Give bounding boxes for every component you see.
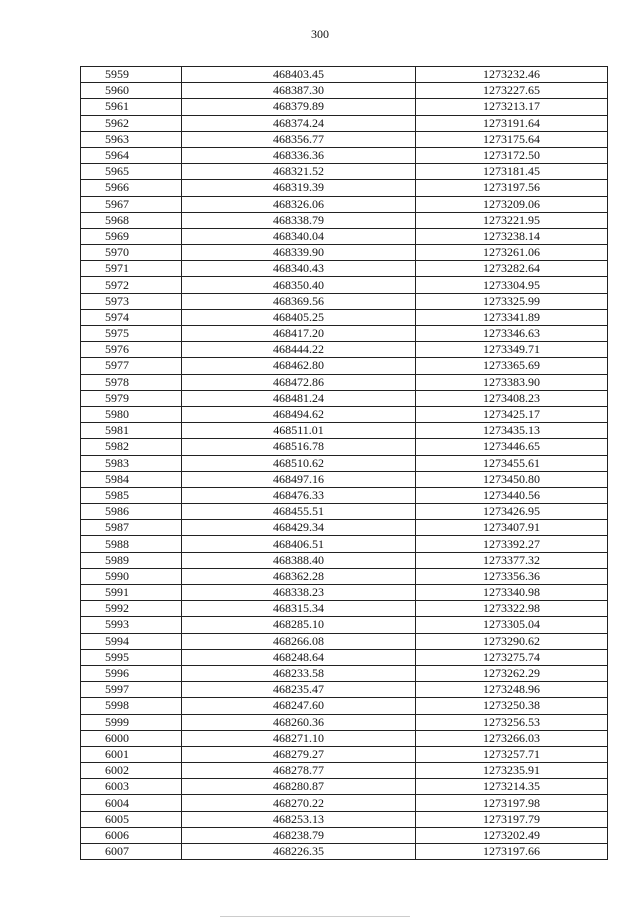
x-coordinate-cell: 468326.06 bbox=[182, 196, 416, 212]
table-row bbox=[81, 406, 608, 422]
table-row bbox=[81, 83, 608, 99]
table-row bbox=[81, 261, 608, 277]
x-coordinate-cell: 468516.78 bbox=[182, 439, 416, 455]
x-coordinate-cell: 468444.22 bbox=[182, 342, 416, 358]
y-coordinate-cell: 1273365.69 bbox=[416, 358, 608, 374]
x-coordinate-cell: 468455.51 bbox=[182, 504, 416, 520]
x-coordinate-cell: 468387.30 bbox=[182, 83, 416, 99]
point-number-cell: 5988 bbox=[81, 536, 182, 552]
point-number-cell: 5975 bbox=[81, 326, 182, 342]
table-row bbox=[81, 326, 608, 342]
point-number-cell: 5977 bbox=[81, 358, 182, 374]
table-row bbox=[81, 811, 608, 827]
point-number-cell: 5987 bbox=[81, 520, 182, 536]
x-coordinate-cell: 468472.86 bbox=[182, 374, 416, 390]
y-coordinate-cell: 1273349.71 bbox=[416, 342, 608, 358]
table-row bbox=[81, 439, 608, 455]
table-row bbox=[81, 633, 608, 649]
point-number-cell: 5966 bbox=[81, 180, 182, 196]
x-coordinate-cell: 468278.77 bbox=[182, 763, 416, 779]
x-coordinate-cell: 468233.58 bbox=[182, 665, 416, 681]
table-row bbox=[81, 245, 608, 261]
table-row bbox=[81, 228, 608, 244]
y-coordinate-cell: 1273250.38 bbox=[416, 698, 608, 714]
y-coordinate-cell: 1273446.65 bbox=[416, 439, 608, 455]
y-coordinate-cell: 1273304.95 bbox=[416, 277, 608, 293]
table-row bbox=[81, 665, 608, 681]
point-number-cell: 5978 bbox=[81, 374, 182, 390]
y-coordinate-cell: 1273197.66 bbox=[416, 844, 608, 860]
x-coordinate-cell: 468356.77 bbox=[182, 131, 416, 147]
y-coordinate-cell: 1273172.50 bbox=[416, 147, 608, 163]
point-number-cell: 5960 bbox=[81, 83, 182, 99]
point-number-cell: 6006 bbox=[81, 827, 182, 843]
y-coordinate-cell: 1273214.35 bbox=[416, 779, 608, 795]
point-number-cell: 5997 bbox=[81, 682, 182, 698]
point-number-cell: 5970 bbox=[81, 245, 182, 261]
y-coordinate-cell: 1273346.63 bbox=[416, 326, 608, 342]
x-coordinate-cell: 468369.56 bbox=[182, 293, 416, 309]
table-row bbox=[81, 293, 608, 309]
x-coordinate-cell: 468417.20 bbox=[182, 326, 416, 342]
y-coordinate-cell: 1273440.56 bbox=[416, 487, 608, 503]
y-coordinate-cell: 1273248.96 bbox=[416, 682, 608, 698]
point-number-cell: 5979 bbox=[81, 390, 182, 406]
y-coordinate-cell: 1273209.06 bbox=[416, 196, 608, 212]
y-coordinate-cell: 1273191.64 bbox=[416, 115, 608, 131]
x-coordinate-cell: 468266.08 bbox=[182, 633, 416, 649]
point-number-cell: 5984 bbox=[81, 471, 182, 487]
table-row bbox=[81, 374, 608, 390]
x-coordinate-cell: 468403.45 bbox=[182, 67, 416, 83]
x-coordinate-cell: 468350.40 bbox=[182, 277, 416, 293]
y-coordinate-cell: 1273197.79 bbox=[416, 811, 608, 827]
y-coordinate-cell: 1273305.04 bbox=[416, 617, 608, 633]
y-coordinate-cell: 1273383.90 bbox=[416, 374, 608, 390]
x-coordinate-cell: 468235.47 bbox=[182, 682, 416, 698]
y-coordinate-cell: 1273197.98 bbox=[416, 795, 608, 811]
table-row bbox=[81, 649, 608, 665]
point-number-cell: 5972 bbox=[81, 277, 182, 293]
point-number-cell: 5973 bbox=[81, 293, 182, 309]
x-coordinate-cell: 468362.28 bbox=[182, 568, 416, 584]
point-number-cell: 5969 bbox=[81, 228, 182, 244]
x-coordinate-cell: 468379.89 bbox=[182, 99, 416, 115]
point-number-cell: 5971 bbox=[81, 261, 182, 277]
y-coordinate-cell: 1273455.61 bbox=[416, 455, 608, 471]
y-coordinate-cell: 1273221.95 bbox=[416, 212, 608, 228]
y-coordinate-cell: 1273213.17 bbox=[416, 99, 608, 115]
y-coordinate-cell: 1273425.17 bbox=[416, 406, 608, 422]
table-row bbox=[81, 763, 608, 779]
y-coordinate-cell: 1273322.98 bbox=[416, 601, 608, 617]
y-coordinate-cell: 1273341.89 bbox=[416, 309, 608, 325]
point-number-cell: 5986 bbox=[81, 504, 182, 520]
point-number-cell: 5992 bbox=[81, 601, 182, 617]
y-coordinate-cell: 1273290.62 bbox=[416, 633, 608, 649]
y-coordinate-cell: 1273407.91 bbox=[416, 520, 608, 536]
y-coordinate-cell: 1273377.32 bbox=[416, 552, 608, 568]
point-number-cell: 5994 bbox=[81, 633, 182, 649]
x-coordinate-cell: 468510.62 bbox=[182, 455, 416, 471]
point-number-cell: 5965 bbox=[81, 164, 182, 180]
table-row bbox=[81, 504, 608, 520]
table-row bbox=[81, 714, 608, 730]
y-coordinate-cell: 1273266.03 bbox=[416, 730, 608, 746]
y-coordinate-cell: 1273175.64 bbox=[416, 131, 608, 147]
x-coordinate-cell: 468339.90 bbox=[182, 245, 416, 261]
x-coordinate-cell: 468260.36 bbox=[182, 714, 416, 730]
point-number-cell: 5996 bbox=[81, 665, 182, 681]
x-coordinate-cell: 468338.23 bbox=[182, 585, 416, 601]
table-row bbox=[81, 115, 608, 131]
point-number-cell: 5998 bbox=[81, 698, 182, 714]
table-row bbox=[81, 682, 608, 698]
table-row bbox=[81, 779, 608, 795]
point-number-cell: 5993 bbox=[81, 617, 182, 633]
x-coordinate-cell: 468270.22 bbox=[182, 795, 416, 811]
table-row bbox=[81, 795, 608, 811]
point-number-cell: 5981 bbox=[81, 423, 182, 439]
y-coordinate-cell: 1273235.91 bbox=[416, 763, 608, 779]
point-number-cell: 5989 bbox=[81, 552, 182, 568]
table-row bbox=[81, 423, 608, 439]
table-row bbox=[81, 390, 608, 406]
table-row bbox=[81, 309, 608, 325]
x-coordinate-cell: 468494.62 bbox=[182, 406, 416, 422]
y-coordinate-cell: 1273256.53 bbox=[416, 714, 608, 730]
y-coordinate-cell: 1273181.45 bbox=[416, 164, 608, 180]
table-row bbox=[81, 827, 608, 843]
y-coordinate-cell: 1273262.29 bbox=[416, 665, 608, 681]
point-number-cell: 5961 bbox=[81, 99, 182, 115]
point-number-cell: 5990 bbox=[81, 568, 182, 584]
table-row bbox=[81, 180, 608, 196]
table-row bbox=[81, 196, 608, 212]
table-row bbox=[81, 212, 608, 228]
point-number-cell: 6004 bbox=[81, 795, 182, 811]
table-row bbox=[81, 358, 608, 374]
point-number-cell: 5964 bbox=[81, 147, 182, 163]
table-row bbox=[81, 585, 608, 601]
y-coordinate-cell: 1273408.23 bbox=[416, 390, 608, 406]
point-number-cell: 5980 bbox=[81, 406, 182, 422]
table-row bbox=[81, 131, 608, 147]
x-coordinate-cell: 468271.10 bbox=[182, 730, 416, 746]
y-coordinate-cell: 1273197.56 bbox=[416, 180, 608, 196]
point-number-cell: 6000 bbox=[81, 730, 182, 746]
table-row bbox=[81, 520, 608, 536]
x-coordinate-cell: 468253.13 bbox=[182, 811, 416, 827]
coordinate-table bbox=[80, 66, 608, 860]
x-coordinate-cell: 468429.34 bbox=[182, 520, 416, 536]
table-row bbox=[81, 342, 608, 358]
x-coordinate-cell: 468481.24 bbox=[182, 390, 416, 406]
page-number: 300 bbox=[311, 27, 329, 41]
table-row bbox=[81, 455, 608, 471]
y-coordinate-cell: 1273356.36 bbox=[416, 568, 608, 584]
y-coordinate-cell: 1273282.64 bbox=[416, 261, 608, 277]
point-number-cell: 5991 bbox=[81, 585, 182, 601]
point-number-cell: 5968 bbox=[81, 212, 182, 228]
y-coordinate-cell: 1273325.99 bbox=[416, 293, 608, 309]
bottom-divider bbox=[220, 916, 410, 917]
point-number-cell: 6005 bbox=[81, 811, 182, 827]
y-coordinate-cell: 1273238.14 bbox=[416, 228, 608, 244]
x-coordinate-cell: 468280.87 bbox=[182, 779, 416, 795]
table-row bbox=[81, 746, 608, 762]
point-number-cell: 5982 bbox=[81, 439, 182, 455]
table-row bbox=[81, 147, 608, 163]
x-coordinate-cell: 468238.79 bbox=[182, 827, 416, 843]
x-coordinate-cell: 468247.60 bbox=[182, 698, 416, 714]
point-number-cell: 6002 bbox=[81, 763, 182, 779]
point-number-cell: 6001 bbox=[81, 746, 182, 762]
x-coordinate-cell: 468315.34 bbox=[182, 601, 416, 617]
point-number-cell: 6003 bbox=[81, 779, 182, 795]
point-number-cell: 5999 bbox=[81, 714, 182, 730]
point-number-cell: 5976 bbox=[81, 342, 182, 358]
table-row bbox=[81, 164, 608, 180]
y-coordinate-cell: 1273392.27 bbox=[416, 536, 608, 552]
x-coordinate-cell: 468462.80 bbox=[182, 358, 416, 374]
x-coordinate-cell: 468340.43 bbox=[182, 261, 416, 277]
point-number-cell: 5985 bbox=[81, 487, 182, 503]
point-number-cell: 5959 bbox=[81, 67, 182, 83]
y-coordinate-cell: 1273450.80 bbox=[416, 471, 608, 487]
x-coordinate-cell: 468388.40 bbox=[182, 552, 416, 568]
point-number-cell: 6007 bbox=[81, 844, 182, 860]
table-row bbox=[81, 698, 608, 714]
x-coordinate-cell: 468374.24 bbox=[182, 115, 416, 131]
table-row bbox=[81, 277, 608, 293]
y-coordinate-cell: 1273232.46 bbox=[416, 67, 608, 83]
y-coordinate-cell: 1273227.65 bbox=[416, 83, 608, 99]
x-coordinate-cell: 468338.79 bbox=[182, 212, 416, 228]
coordinate-table-body bbox=[81, 67, 608, 860]
x-coordinate-cell: 468497.16 bbox=[182, 471, 416, 487]
table-row bbox=[81, 536, 608, 552]
x-coordinate-cell: 468511.01 bbox=[182, 423, 416, 439]
x-coordinate-cell: 468226.35 bbox=[182, 844, 416, 860]
table-row bbox=[81, 99, 608, 115]
table-row bbox=[81, 487, 608, 503]
x-coordinate-cell: 468319.39 bbox=[182, 180, 416, 196]
y-coordinate-cell: 1273257.71 bbox=[416, 746, 608, 762]
x-coordinate-cell: 468336.36 bbox=[182, 147, 416, 163]
point-number-cell: 5995 bbox=[81, 649, 182, 665]
point-number-cell: 5974 bbox=[81, 309, 182, 325]
x-coordinate-cell: 468405.25 bbox=[182, 309, 416, 325]
x-coordinate-cell: 468321.52 bbox=[182, 164, 416, 180]
table-row bbox=[81, 552, 608, 568]
y-coordinate-cell: 1273261.06 bbox=[416, 245, 608, 261]
point-number-cell: 5962 bbox=[81, 115, 182, 131]
table-row bbox=[81, 568, 608, 584]
table-row bbox=[81, 67, 608, 83]
point-number-cell: 5983 bbox=[81, 455, 182, 471]
x-coordinate-cell: 468406.51 bbox=[182, 536, 416, 552]
x-coordinate-cell: 468340.04 bbox=[182, 228, 416, 244]
point-number-cell: 5967 bbox=[81, 196, 182, 212]
y-coordinate-cell: 1273435.13 bbox=[416, 423, 608, 439]
y-coordinate-cell: 1273275.74 bbox=[416, 649, 608, 665]
table-row bbox=[81, 617, 608, 633]
y-coordinate-cell: 1273340.98 bbox=[416, 585, 608, 601]
table-row bbox=[81, 844, 608, 860]
table-row bbox=[81, 601, 608, 617]
point-number-cell: 5963 bbox=[81, 131, 182, 147]
x-coordinate-cell: 468248.64 bbox=[182, 649, 416, 665]
y-coordinate-cell: 1273426.95 bbox=[416, 504, 608, 520]
table-row bbox=[81, 730, 608, 746]
x-coordinate-cell: 468285.10 bbox=[182, 617, 416, 633]
table-row bbox=[81, 471, 608, 487]
x-coordinate-cell: 468476.33 bbox=[182, 487, 416, 503]
y-coordinate-cell: 1273202.49 bbox=[416, 827, 608, 843]
x-coordinate-cell: 468279.27 bbox=[182, 746, 416, 762]
